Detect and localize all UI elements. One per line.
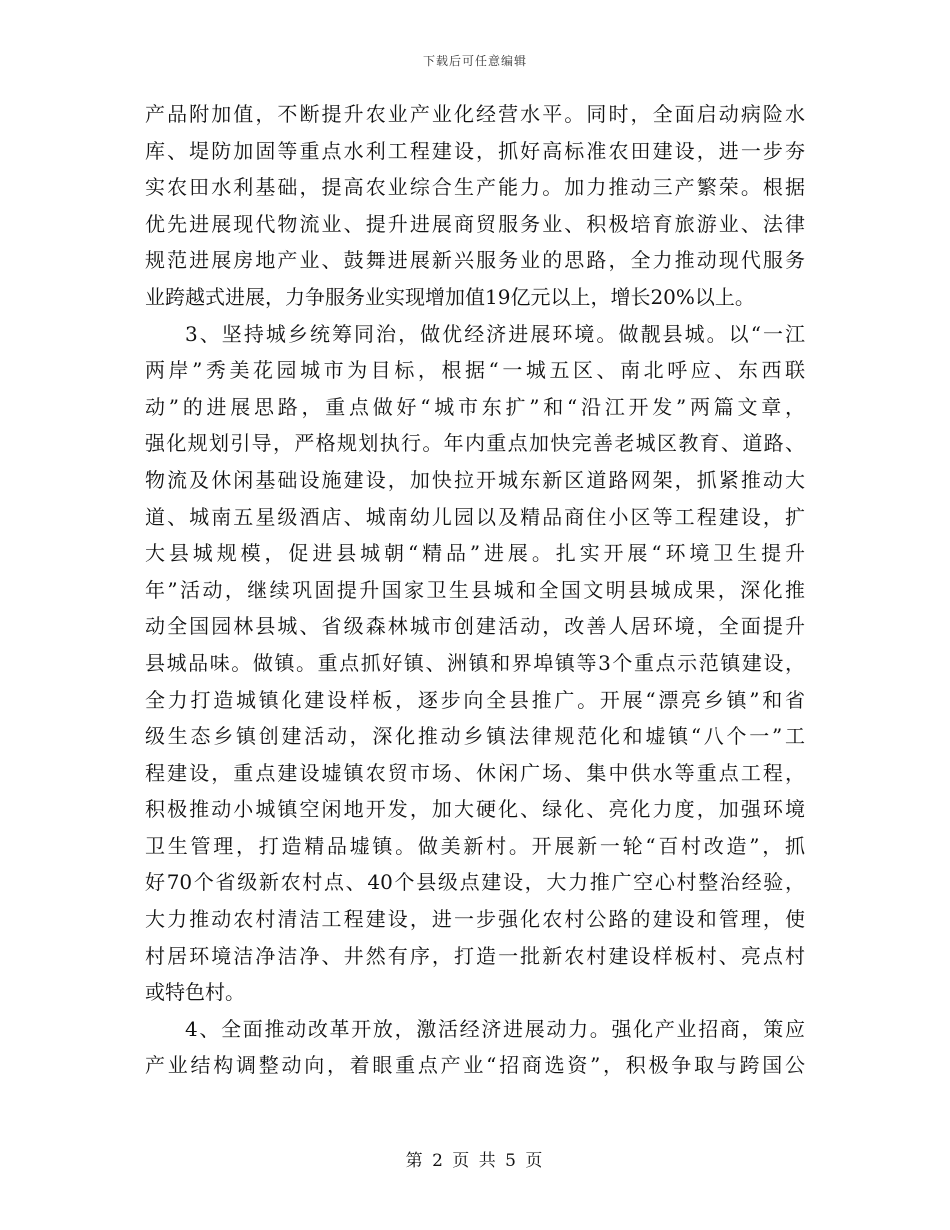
- text-line: 年”活动，继续巩固提升国家卫生县城和全国文明县城成果，深化推: [145, 577, 805, 602]
- text-line: 卫生管理，打造精品墟镇。做美新村。开展新一轮“百村改造”，抓: [145, 833, 805, 858]
- text-line: 动全国园林县城、省级森林城市创建活动，改善人居环境，全面提升: [145, 614, 805, 639]
- text-line: 物流及休闲基础设施建设，加快拉开城东新区道路网架，抓紧推动大: [145, 467, 805, 492]
- text-line: 级生态乡镇创建活动，深化推动乡镇法律规范化和墟镇“八个一”工: [145, 724, 805, 749]
- text-line: 道、城南五星级酒店、城南幼儿园以及精品商住小区等工程建设，扩: [145, 504, 805, 529]
- text-line: 县城品味。做镇。重点抓好镇、洲镇和界埠镇等3个重点示范镇建设，: [145, 650, 805, 675]
- page-header: 下载后可任意编辑: [422, 54, 527, 68]
- text-line: 积极推动小城镇空闲地开发，加大硬化、绿化、亮化力度，加强环境: [145, 797, 805, 822]
- text-line: 3、坚持城乡统筹同治，做优经济进展环境。做靓县城。以“一江: [185, 321, 805, 346]
- text-line: 大力推动农村清洁工程建设，进一步强化农村公路的建设和管理，使: [145, 907, 805, 932]
- text-line: 两岸”秀美花园城市为目标，根据“一城五区、南北呼应、东西联: [145, 358, 805, 383]
- text-line: 业跨越式进展，力争服务业实现增加值19亿元以上，增长20%以上。: [145, 284, 755, 309]
- text-line: 程建设，重点建设墟镇农贸市场、休闲广场、集中供水等重点工程，: [145, 760, 805, 785]
- text-line: 优先进展现代物流业、提升进展商贸服务业、积极培育旅游业、法律: [145, 211, 805, 236]
- text-line: 规范进展房地产业、鼓舞进展新兴服务业的思路，全力推动现代服务: [145, 248, 805, 273]
- text-line: 4、全面推动改革开放，激活经济进展动力。强化产业招商，策应: [185, 1016, 805, 1041]
- text-line: 实农田水利基础，提高农业综合生产能力。加力推动三产繁荣。根据: [145, 175, 805, 200]
- text-line: 或特色村。: [145, 980, 245, 1005]
- text-line: 村居环境洁净洁净、井然有序，打造一批新农村建设样板村、亮点村: [145, 943, 805, 968]
- text-line: 产业结构调整动向，着眼重点产业“招商选资”，积极争取与跨国公: [145, 1053, 805, 1078]
- text-line: 全力打造城镇化建设样板，逐步向全县推广。开展“漂亮乡镇”和省: [145, 687, 805, 712]
- text-line: 库、堤防加固等重点水利工程建设，抓好高标准农田建设，进一步夯: [145, 138, 805, 163]
- page-number: 第 2 页 共 5 页: [405, 1151, 545, 1171]
- text-line: 好70个省级新农村点、40个县级点建设，大力推广空心村整治经验，: [145, 870, 805, 895]
- text-line: 动”的进展思路，重点做好“城市东扩”和“沿江开发”两篇文章，: [145, 394, 805, 419]
- document-body: [145, 96, 805, 1084]
- text-line: 大县城规模，促进县城朝“精品”进展。扎实开展“环境卫生提升: [145, 541, 805, 566]
- text-line: 产品附加值，不断提升农业产业化经营水平。同时，全面启动病险水: [145, 102, 805, 126]
- text-line: 强化规划引导，严格规划执行。年内重点加快完善老城区教育、道路、: [145, 431, 805, 456]
